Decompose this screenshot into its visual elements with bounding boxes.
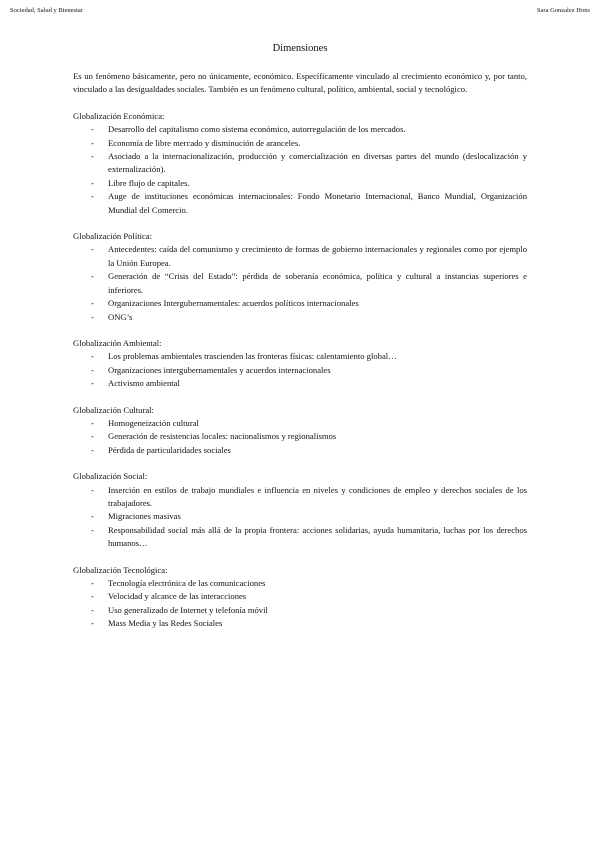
section-title: Globalización Social:	[73, 471, 148, 482]
list-item: - Desarrollo del capitalismo como sistema económico, autorregulación de los mercados.	[73, 123, 527, 136]
list-item: - Generación de “Crisis del Estado”: pérdida de soberanía económica, política y cultural a instancias superiores e inferiores.	[73, 270, 527, 297]
list-item: - Activismo ambiental	[73, 377, 527, 390]
list-item: - Organizaciones Intergubernamentales: acuerdos políticos internacionales	[73, 297, 527, 310]
list-item: - Inserción en estilos de trabajo mundiales e influencia en niveles y condiciones de empleo y derechos sociales de los trabajadores.	[73, 484, 527, 511]
list-item: - ONG’s	[73, 311, 527, 324]
intro-paragraph: Es un fenómeno básicamente, pero no únicamente, económico. Específicamente vinculado al crecimiento económico y, por tanto, vinculado a las desigualdades sociales. También es un fenómeno cultural, político, ambiental, social y tecnológico.	[73, 71, 527, 95]
list-item: - Los problemas ambientales trascienden las fronteras físicas: calentamiento global…	[73, 350, 527, 363]
list-item: - Tecnología electrónica de las comunicaciones	[73, 577, 527, 590]
bullet-list	[73, 484, 527, 551]
section-politica	[73, 230, 527, 324]
list-item: - Velocidad y alcance de las interacciones	[73, 590, 527, 603]
section-ambiental	[73, 337, 527, 391]
section-title: Globalización Política:	[73, 231, 152, 242]
bullet-list	[73, 243, 527, 323]
section-cultural	[73, 404, 527, 458]
section-title: Globalización Cultural:	[73, 404, 154, 415]
list-item: - Generación de resistencias locales: nacionalismos y regionalismos	[73, 430, 527, 443]
list-item: - Homogeneización cultural	[73, 417, 527, 430]
section-title: Globalización Ambiental:	[73, 337, 162, 348]
section-title: Globalización Tecnológica:	[73, 564, 168, 575]
list-item: - Antecedentes: caída del comunismo y crecimiento de formas de gobierno internacionales y regionales como por ejemplo la Unión Europea.	[73, 243, 527, 270]
document-body	[73, 70, 527, 644]
bullet-list	[73, 577, 527, 631]
list-item: - Migraciones masivas	[73, 510, 527, 523]
list-item: - Uso generalizado de Internet y telefonía móvil	[73, 604, 527, 617]
section-title: Globalización Económica:	[73, 110, 165, 121]
section-tecnologica	[73, 564, 527, 631]
list-item: - Organizaciones intergubernamentales y acuerdos internacionales	[73, 364, 527, 377]
page-title: Dimensiones	[272, 43, 328, 54]
header-author-name: Sara Gonzalez Hons	[536, 7, 590, 14]
list-item: - Auge de instituciones económicas internacionales: Fondo Monetario Internacional, Banco Mundial, Organización Mundial del Comercio.	[73, 190, 527, 217]
bullet-list	[73, 350, 527, 390]
list-item: - Libre flujo de capitales.	[73, 177, 527, 190]
bullet-list	[73, 417, 527, 457]
list-item: - Mass Media y las Redes Sociales	[73, 617, 527, 630]
header-course-name: Sociedad, Salud y Bienestar	[10, 7, 83, 14]
section-economica	[73, 110, 527, 217]
list-item: - Asociado a la internacionalización, producción y comercialización en diversas partes del mundo (deslocalización y externalización).	[73, 150, 527, 177]
bullet-list	[73, 123, 527, 217]
list-item: - Responsabilidad social más allá de la propia frontera: acciones solidarias, ayuda humanitaria, luchas por los derechos humanos…	[73, 524, 527, 551]
list-item: - Economía de libre mercado y disminución de aranceles.	[73, 137, 527, 150]
list-item: - Pérdida de particularidades sociales	[73, 444, 527, 457]
section-social	[73, 470, 527, 550]
